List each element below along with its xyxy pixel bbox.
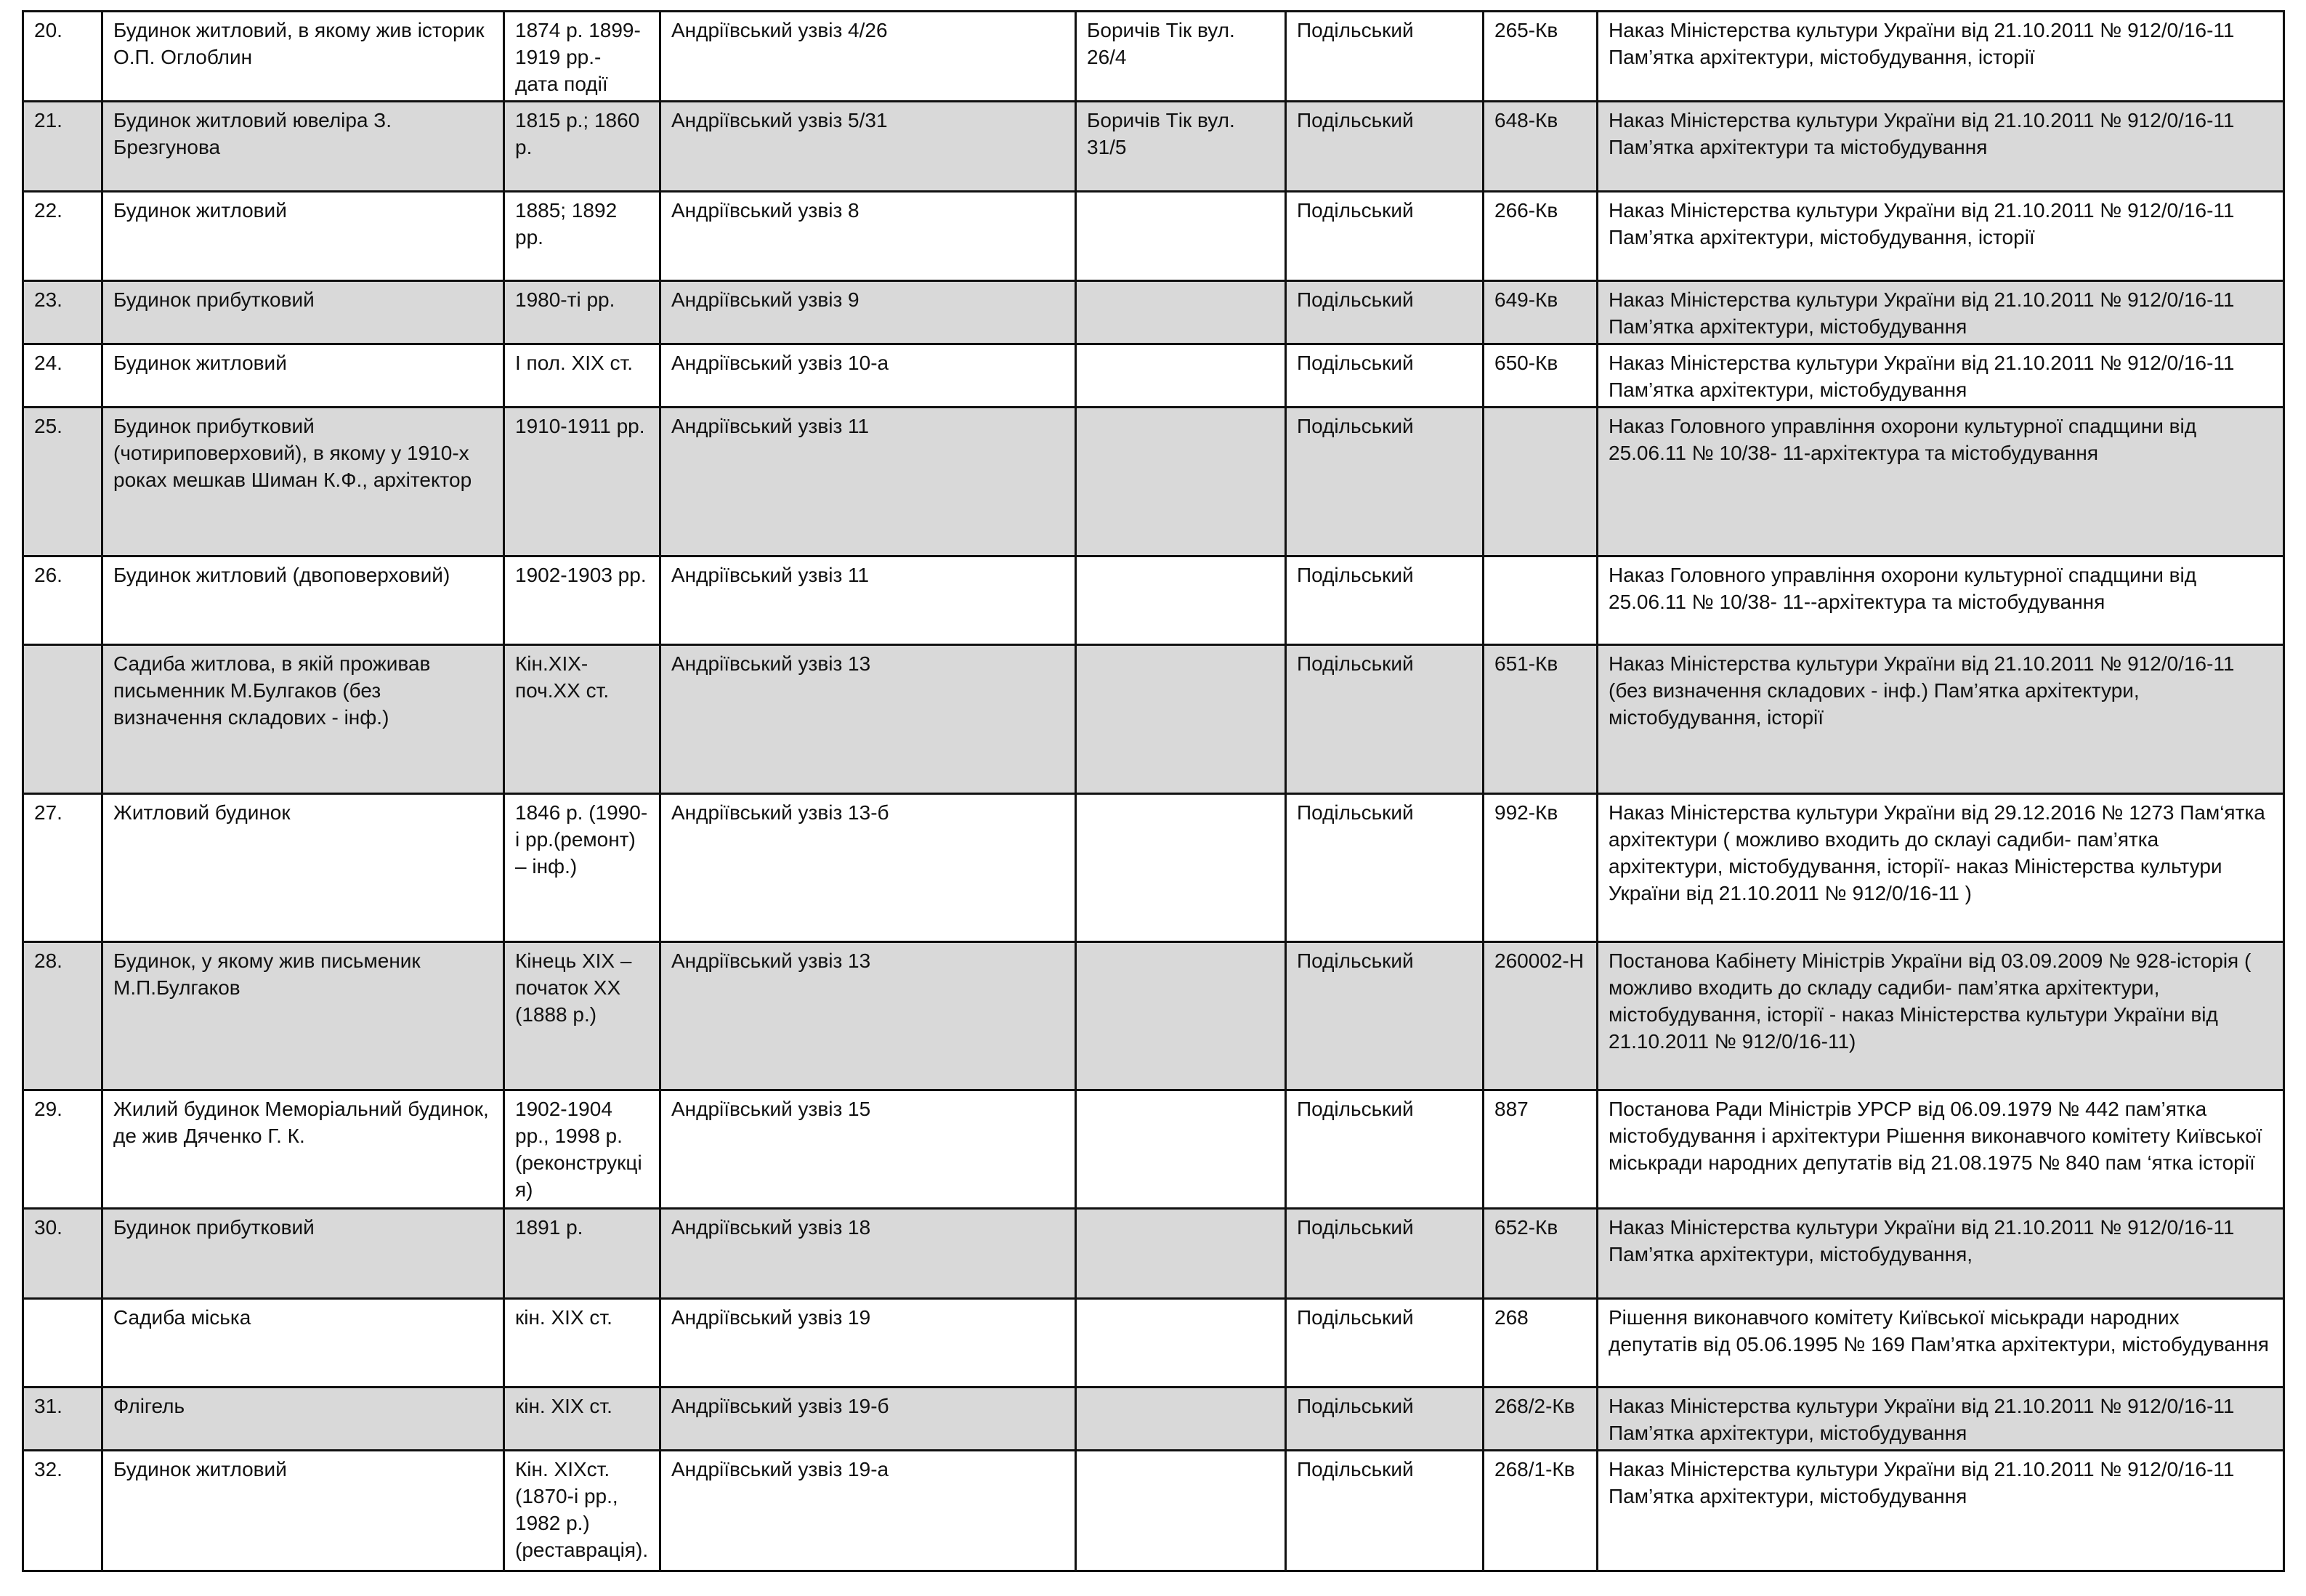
object-date-cell: 1891 р. [504,1209,660,1299]
table-row [23,1090,2284,1209]
district-cell: Подільський [1286,344,1484,408]
district-cell: Подільський [1286,281,1484,344]
table-row [23,344,2284,408]
table-row [23,192,2284,281]
protection-document-cell: Наказ Головного управління охорони культурної спадщини від 25.06.11 № 10/38- 11-архітектура та містобудування [1598,408,2284,556]
protection-document-cell: Наказ Міністерства культури України від 21.10.2011 № 912/0/16-11 Пам’ятка архітектури, містобудування [1598,1388,2284,1451]
object-address-cell: Андріївський узвіз 19-а [660,1451,1076,1571]
district-cell: Подільський [1286,12,1484,102]
registry-number-cell [1484,408,1598,556]
alt-address-cell [1076,1451,1286,1571]
object-name-cell: Будинок житловий, в якому жив історик О.П. Оглоблин [102,12,504,102]
registry-number-cell [1484,556,1598,645]
alt-address-cell [1076,942,1286,1090]
object-address-cell: Андріївський узвіз 8 [660,192,1076,281]
object-address-cell: Андріївський узвіз 18 [660,1209,1076,1299]
object-date-cell: 1910-1911 рр. [504,408,660,556]
table-row [23,794,2284,942]
alt-address-cell [1076,281,1286,344]
registry-number-cell: 266-Кв [1484,192,1598,281]
row-number-cell: 26. [23,556,102,645]
object-date-cell: Кін. ХІХст. (1870-і рр., 1982 р.) (реставрація). [504,1451,660,1571]
alt-address-cell: Боричів Тік вул. 31/5 [1076,102,1286,192]
object-date-cell: 1874 р. 1899-1919 рр.- дата події [504,12,660,102]
object-address-cell: Андріївський узвіз 11 [660,408,1076,556]
table-row [23,942,2284,1090]
object-address-cell: Андріївський узвіз 19-б [660,1388,1076,1451]
registry-number-cell: 652-Кв [1484,1209,1598,1299]
object-name-cell: Будинок прибутковий [102,1209,504,1299]
district-cell: Подільський [1286,408,1484,556]
row-number-cell: 27. [23,794,102,942]
protection-document-cell: Рішення виконавчого комітету Київської міськради народних депутатів від 05.06.1995 № 169 Пам’ятка архітектури, містобудування [1598,1299,2284,1388]
row-number-cell: 28. [23,942,102,1090]
object-date-cell: 1885; 1892 рр. [504,192,660,281]
alt-address-cell [1076,1299,1286,1388]
table-row [23,102,2284,192]
registry-number-cell: 265-Кв [1484,12,1598,102]
object-date-cell: кін. ХІХ ст. [504,1299,660,1388]
table-row [23,1299,2284,1388]
table-row [23,1209,2284,1299]
row-number-cell: 25. [23,408,102,556]
registry-number-cell: 650-Кв [1484,344,1598,408]
object-address-cell: Андріївський узвіз 15 [660,1090,1076,1209]
table-row [23,1388,2284,1451]
alt-address-cell [1076,645,1286,794]
district-cell: Подільський [1286,1090,1484,1209]
row-number-cell [23,1299,102,1388]
object-name-cell: Садиба житлова, в якій проживав письменник М.Булгаков (без визначення складових - інф.) [102,645,504,794]
object-address-cell: Андріївський узвіз 13 [660,942,1076,1090]
district-cell: Подільський [1286,1209,1484,1299]
alt-address-cell [1076,192,1286,281]
object-name-cell: Будинок, у якому жив письменик М.П.Булгаков [102,942,504,1090]
table-row [23,281,2284,344]
object-name-cell: Будинок житловий (двоповерховий) [102,556,504,645]
district-cell: Подільський [1286,1299,1484,1388]
row-number-cell: 21. [23,102,102,192]
row-number-cell: 23. [23,281,102,344]
registry-number-cell: 992-Кв [1484,794,1598,942]
protection-document-cell: Постанова Ради Міністрів УРСР від 06.09.1979 № 442 пам’ятка містобудування і архітектури Рішення виконавчого комітету Київської міськради народних депутатів від 21.08.1975 № 840 пам ‘ятка історії [1598,1090,2284,1209]
object-address-cell: Андріївський узвіз 13 [660,645,1076,794]
district-cell: Подільський [1286,102,1484,192]
protection-document-cell: Наказ Міністерства культури України від 21.10.2011 № 912/0/16-11 (без визначення складових - інф.) Пам’ятка архітектури, містобудування, історії [1598,645,2284,794]
object-name-cell: Будинок прибутковий (чотириповерховий), в якому у 1910-х роках мешкав Шиман К.Ф., архітектор [102,408,504,556]
object-name-cell: Будинок прибутковий [102,281,504,344]
object-date-cell: І пол. ХІХ ст. [504,344,660,408]
protection-document-cell: Постанова Кабінету Міністрів України від 03.09.2009 № 928-історія ( можливо входить до складу садиби- пам’ятка архітектури, містобудування, історії - наказ Міністерства культури України від 21.10.2011 № 912/0/16-11) [1598,942,2284,1090]
object-address-cell: Андріївський узвіз 13-б [660,794,1076,942]
alt-address-cell [1076,1209,1286,1299]
object-date-cell: 1902-1904 рр., 1998 р. (реконструкція) [504,1090,660,1209]
table-row [23,556,2284,645]
object-address-cell: Андріївський узвіз 10-а [660,344,1076,408]
object-name-cell: Будинок житловий [102,344,504,408]
row-number-cell: 32. [23,1451,102,1571]
registry-number-cell: 268/1-Кв [1484,1451,1598,1571]
protection-document-cell: Наказ Міністерства культури України від 21.10.2011 № 912/0/16-11 Пам’ятка архітектури, містобудування, історії [1598,12,2284,102]
object-name-cell: Житловий будинок [102,794,504,942]
alt-address-cell [1076,556,1286,645]
object-name-cell: Жилий будинок Меморіальний будинок, де жив Дяченко Г. К. [102,1090,504,1209]
registry-number-cell: 268 [1484,1299,1598,1388]
row-number-cell: 29. [23,1090,102,1209]
object-address-cell: Андріївський узвіз 9 [660,281,1076,344]
district-cell: Подільський [1286,1388,1484,1451]
district-cell: Подільський [1286,645,1484,794]
district-cell: Подільський [1286,1451,1484,1571]
protection-document-cell: Наказ Головного управління охорони культурної спадщини від 25.06.11 № 10/38- 11--архітектура та містобудування [1598,556,2284,645]
row-number-cell: 24. [23,344,102,408]
protection-document-cell: Наказ Міністерства культури України від 21.10.2011 № 912/0/16-11 Пам’ятка архітектури, містобудування, історії [1598,192,2284,281]
object-name-cell: Будинок житловий ювеліра З. Брезгунова [102,102,504,192]
registry-number-cell: 887 [1484,1090,1598,1209]
object-date-cell: Кін.ХІХ-поч.ХХ ст. [504,645,660,794]
object-date-cell: Кінець ХІХ – початок ХХ (1888 р.) [504,942,660,1090]
protection-document-cell: Наказ Міністерства культури України від 21.10.2011 № 912/0/16-11 Пам’ятка архітектури та містобудування [1598,102,2284,192]
object-address-cell: Андріївський узвіз 5/31 [660,102,1076,192]
protection-document-cell: Наказ Міністерства культури України від 21.10.2011 № 912/0/16-11 Пам’ятка архітектури, містобудування [1598,344,2284,408]
row-number-cell: 20. [23,12,102,102]
alt-address-cell: Боричів Тік вул. 26/4 [1076,12,1286,102]
table-row [23,1451,2284,1571]
object-address-cell: Андріївський узвіз 19 [660,1299,1076,1388]
registry-number-cell: 649-Кв [1484,281,1598,344]
row-number-cell: 31. [23,1388,102,1451]
alt-address-cell [1076,1388,1286,1451]
alt-address-cell [1076,344,1286,408]
registry-number-cell: 260002-Н [1484,942,1598,1090]
registry-number-cell: 648-Кв [1484,102,1598,192]
object-date-cell: 1902-1903 рр. [504,556,660,645]
table-row [23,645,2284,794]
protection-document-cell: Наказ Міністерства культури України від 29.12.2016 № 1273 Пам‘ятка архітектури ( можливо входить до склауі садиби- пам’ятка архітектури, містобудування, історії- наказ Міністерства культури України від 21.10.2011 № 912/0/16-11 ) [1598,794,2284,942]
object-date-cell: кін. ХІХ ст. [504,1388,660,1451]
row-number-cell: 22. [23,192,102,281]
object-name-cell: Будинок житловий [102,192,504,281]
alt-address-cell [1076,408,1286,556]
object-address-cell: Андріївський узвіз 11 [660,556,1076,645]
protection-document-cell: Наказ Міністерства культури України від 21.10.2011 № 912/0/16-11 Пам’ятка архітектури, містобудування [1598,1451,2284,1571]
row-number-cell: 30. [23,1209,102,1299]
table-row [23,408,2284,556]
district-cell: Подільський [1286,556,1484,645]
object-address-cell: Андріївський узвіз 4/26 [660,12,1076,102]
object-name-cell: Садиба міська [102,1299,504,1388]
district-cell: Подільський [1286,942,1484,1090]
document-page [22,10,2283,1587]
object-name-cell: Флігель [102,1388,504,1451]
protection-document-cell: Наказ Міністерства культури України від 21.10.2011 № 912/0/16-11 Пам’ятка архітектури, містобудування, [1598,1209,2284,1299]
object-name-cell: Будинок житловий [102,1451,504,1571]
row-number-cell [23,645,102,794]
object-date-cell: 1815 р.; 1860 р. [504,102,660,192]
object-date-cell: 1846 р. (1990-і рр.(ремонт) – інф.) [504,794,660,942]
district-cell: Подільський [1286,192,1484,281]
protection-document-cell: Наказ Міністерства культури України від 21.10.2011 № 912/0/16-11 Пам’ятка архітектури, містобудування [1598,281,2284,344]
object-date-cell: 1980-ті рр. [504,281,660,344]
heritage-registry-table [22,10,2285,1572]
alt-address-cell [1076,794,1286,942]
table-row [23,12,2284,102]
alt-address-cell [1076,1090,1286,1209]
district-cell: Подільський [1286,794,1484,942]
registry-number-cell: 268/2-Кв [1484,1388,1598,1451]
registry-number-cell: 651-Кв [1484,645,1598,794]
